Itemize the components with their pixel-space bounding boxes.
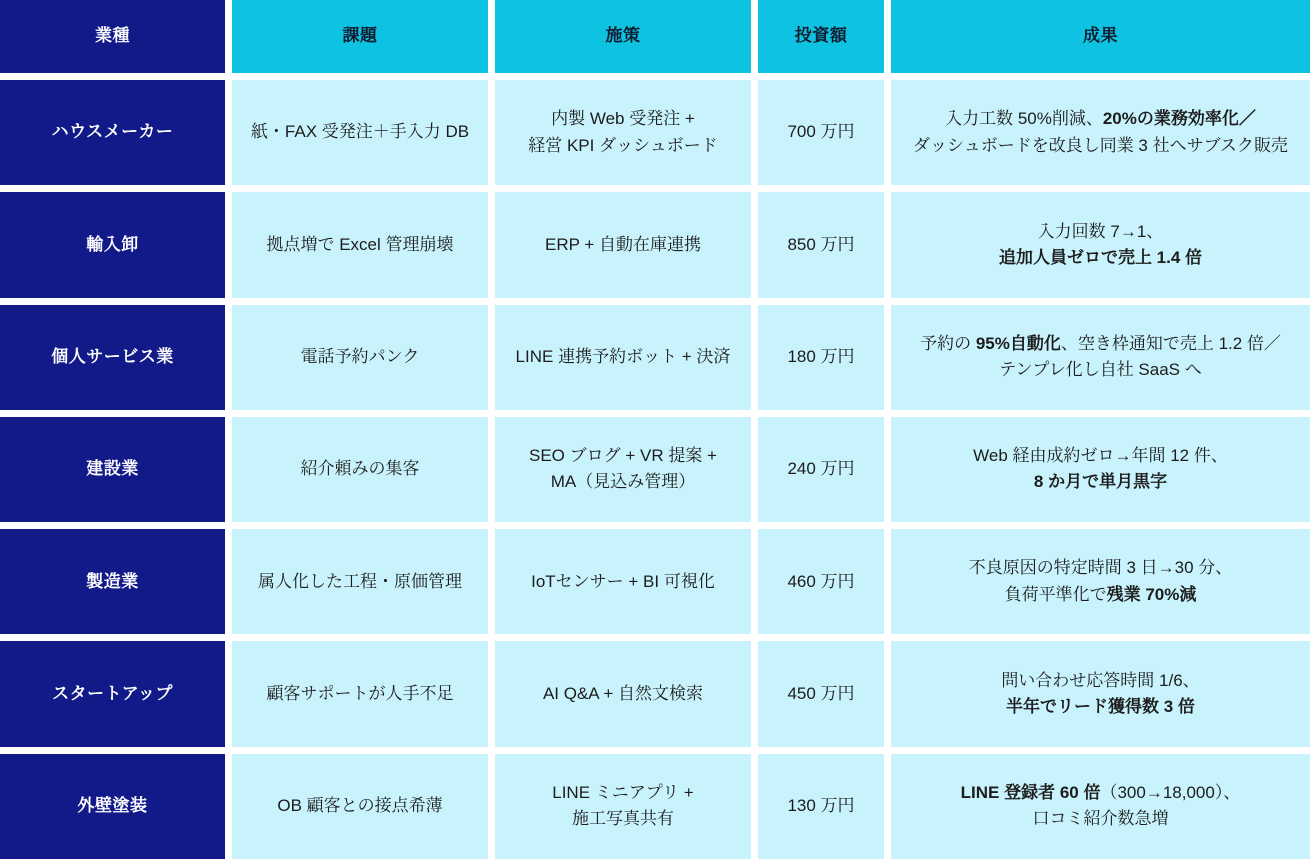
result-line [1001,694,1199,720]
result-line [920,357,1281,383]
measure-line: 内製 Web 受発注 + [551,109,695,129]
result-line [973,443,1228,469]
measure-text [545,232,701,258]
result-cell [891,192,1310,297]
result-cell [891,80,1310,185]
measure-text [543,681,703,707]
industry-cell: 製造業 [0,529,225,634]
measure-cell [495,192,751,297]
header-cell-measure: 施策 [495,0,751,73]
result-highlight: 20%の業務効率化／ [1102,109,1256,129]
result-text [920,331,1281,384]
measure-text [531,569,715,595]
result-line [999,245,1202,271]
measure-line: 経営 KPI ダッシュボード [528,135,718,155]
result-text [969,555,1233,608]
result-segment: 不良原因の特定時間 3 日→30 分、 [968,558,1233,578]
result-segment: 問い合わせ応答時間 1/6、 [1001,670,1200,690]
measure-line: IoTセンサー + BI 可視化 [531,571,715,591]
measure-text [552,780,694,833]
industry-cell: ハウスメーカー [0,80,225,185]
challenge-cell: OB 顧客との接点希薄 [232,754,488,859]
measure-line: ERP + 自動在庫連携 [544,234,702,254]
measure-cell [495,754,751,859]
measure-line: LINE 連携予約ボット + 決済 [515,347,731,367]
result-line [1001,668,1199,694]
industry-cell: 外壁塗装 [0,754,225,859]
challenge-cell: 拠点増で Excel 管理崩壊 [232,192,488,297]
result-text [961,780,1241,833]
measure-line: SEO ブログ + VR 提案 + [529,446,717,466]
result-segment: 入力工数 50%削減、 [945,109,1103,129]
result-line [913,133,1288,159]
header-cell-challenge: 課題 [232,0,488,73]
measure-cell [495,80,751,185]
industry-cell: 個人サービス業 [0,305,225,410]
measure-text [516,344,731,370]
industry-cell: 建設業 [0,417,225,522]
result-segment: （300→18,000）、 [1100,783,1241,802]
investment-cell: 850 万円 [758,192,884,297]
result-line [920,331,1281,357]
result-highlight: 8 か月で単月黒字 [1033,472,1168,492]
header-cell-industry: 業種 [0,0,225,73]
challenge-cell: 電話予約パンク [232,305,488,410]
investment-cell: 240 万円 [758,417,884,522]
challenge-cell: 属人化した工程・原価管理 [232,529,488,634]
industry-cell: 輸入卸 [0,192,225,297]
result-line [999,219,1202,245]
header-cell-result: 成果 [891,0,1310,73]
result-line [913,106,1288,132]
measure-cell [495,417,751,522]
result-line [969,555,1233,581]
result-segment: 予約の [920,333,976,353]
result-text [973,443,1228,496]
measure-text [528,106,718,159]
result-text [913,106,1288,159]
measure-line: LINE ミニアプリ + [552,783,694,802]
result-segment: 負荷平準化で [1004,584,1107,604]
investment-cell: 460 万円 [758,529,884,634]
header-cell-investment: 投資額 [758,0,884,73]
result-line [961,780,1241,806]
result-highlight: 追加人員ゼロで売上 1.4 倍 [998,247,1203,267]
result-segment: テンプレ化し自社 SaaS へ [999,360,1202,380]
result-text [1001,668,1199,721]
result-cell [891,305,1310,410]
measure-line: MA（見込み管理） [550,472,696,492]
measure-line: AI Q&A + 自然文検索 [542,683,704,703]
challenge-cell: 紹介頼みの集客 [232,417,488,522]
measure-cell [495,641,751,746]
result-cell [891,417,1310,522]
investment-cell: 130 万円 [758,754,884,859]
result-segment: Web 経由成約ゼロ→年間 12 件、 [973,446,1228,466]
result-text [999,219,1202,272]
result-highlight: 95%自動化 [975,333,1061,353]
industry-cell: スタートアップ [0,641,225,746]
challenge-cell: 紙・FAX 受発注＋手入力 DB [232,80,488,185]
result-cell [891,754,1310,859]
challenge-cell: 顧客サポートが人手不足 [232,641,488,746]
result-segment: 、空き枠通知で売上 1.2 倍／ [1060,333,1281,353]
result-highlight: 半年でリード獲得数 3 倍 [1006,697,1195,717]
investment-cell: 450 万円 [758,641,884,746]
result-line [961,806,1241,832]
result-cell [891,529,1310,634]
result-segment: ダッシュボードを改良し同業 3 社へサブスク販売 [913,135,1288,155]
result-segment: 入力回数 7→1、 [1037,221,1164,241]
result-highlight: 残業 70%減 [1106,584,1197,604]
measure-line: 施工写真共有 [572,809,674,829]
measure-cell [495,529,751,634]
result-segment: 口コミ紹介数急増 [1032,809,1169,829]
result-line [973,469,1228,495]
investment-cell: 180 万円 [758,305,884,410]
result-cell [891,641,1310,746]
measure-cell [495,305,751,410]
result-line [969,582,1233,608]
investment-cell: 700 万円 [758,80,884,185]
result-highlight: LINE 登録者 60 倍 [960,783,1101,802]
measure-text [529,443,717,496]
